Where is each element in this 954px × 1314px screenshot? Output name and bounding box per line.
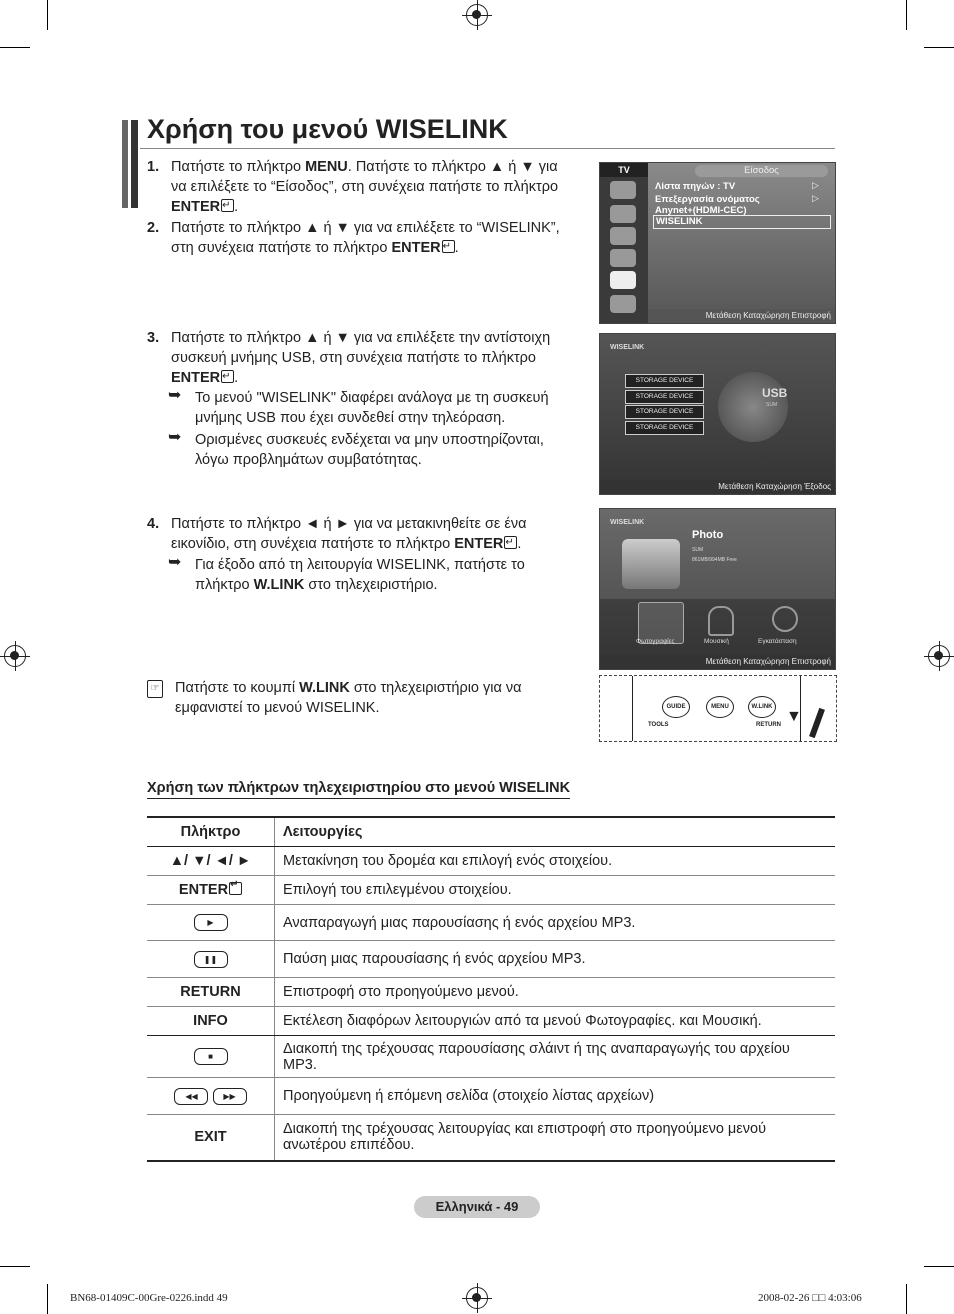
menu-header: Είσοδος — [695, 165, 828, 177]
section-heading: Χρήση των πλήκτρων τηλεχειριστηρίου στο μενού WISELINK — [147, 780, 570, 799]
application-icon — [610, 295, 636, 313]
storage-footer: Μετάθεση Καταχώρηση Έξοδος — [600, 480, 835, 494]
wlink-button[interactable]: W.LINK — [748, 696, 776, 718]
note-1: ➥ Το μενού "WISELINK" διαφέρει ανάλογα με τη συσκευή μνήμης USB που έχει συνδεθεί στην τηλεόραση. — [168, 387, 549, 426]
menu-item-edit-name[interactable]: Επεξεργασία ονόματος — [655, 194, 760, 205]
usb-sub-label: SUM — [766, 402, 778, 408]
pointer-stick — [809, 708, 825, 738]
usb-label: USB — [762, 386, 788, 400]
registration-mark-icon — [466, 4, 488, 26]
wiselink-logo: WISELINK — [610, 519, 645, 526]
setup-icon — [610, 249, 636, 267]
menu-item-source-list[interactable]: Λίστα πηγών : TV — [655, 181, 736, 192]
enter-icon — [442, 240, 455, 253]
step-2: 2. Πατήστε το πλήκτρο ▲ ή ▼ για να επιλέξετε το “WISELINK”, στη συνέχεια πατήστε το πλήκτρο ENTER↵ . — [147, 218, 572, 258]
table-row: INFO Εκτέλεση διαφόρων λειτουργιών από τα μενού Φωτογραφίες. και Μουσική. — [147, 1007, 835, 1036]
table-row: ■ Διακοπή της τρέχουσας παρουσίασης σλάιντ ή της αναπαραγωγής του αρχείου MP3. — [147, 1036, 835, 1078]
crop-mark — [906, 0, 907, 30]
table-row: ENTER↵ Επιλογή του επιλεγμένου στοιχείου. — [147, 876, 835, 905]
table-row: ◀◀ ▶▶ Προηγούμενη ή επόμενη σελίδα (στοιχείο λίστας αρχείων) — [147, 1078, 835, 1115]
free-space: 861MB/994MB Free — [692, 557, 737, 563]
remote-keys-table — [147, 816, 835, 1162]
registration-mark-icon — [466, 1287, 488, 1309]
table-row: ▶ Αναπαραγωγή μιας παρουσίασης ή ενός αρχείου MP3. — [147, 905, 835, 941]
crop-mark — [47, 1284, 48, 1314]
tv-screen-storage — [599, 333, 836, 495]
music-label: Μουσική — [704, 638, 729, 645]
title-accent-bar — [131, 120, 138, 208]
menu-tab-tv: TV — [600, 163, 648, 177]
setup-label: Εγκατάσταση — [758, 638, 797, 645]
usb-drive-icon — [718, 372, 788, 442]
registration-mark-icon — [928, 645, 950, 667]
table-row: EXIT Διακοπή της τρέχουσας λειτουργίας και επιστροφή στο προηγούμενο μενού ανωτέρου επιπέδου. — [147, 1115, 835, 1161]
setup-icon[interactable] — [772, 606, 798, 632]
menu-item-wiselink[interactable]: WISELINK — [653, 215, 831, 229]
step-4: 4. Πατήστε το πλήκτρο ◄ ή ► για να μετακινηθείτε σε ένα εικονίδιο, στη συνέχεια πατήστε το πλήκτρο ENTER↵ . — [147, 514, 572, 554]
pointer-arrow-icon: ▼ — [786, 708, 802, 725]
rewind-button-icon: ◀◀ — [174, 1088, 208, 1105]
enter-icon — [221, 199, 234, 212]
channel-icon — [610, 227, 636, 245]
submenu-arrow-icon: ▷ — [812, 180, 819, 190]
page-number-badge: Ελληνικά - 49 — [414, 1196, 540, 1218]
table-header-key: Πλήκτρο — [147, 817, 275, 847]
table-row: ▲/ ▼/ ◄/ ► Μετακίνηση του δρομέα και επιλογή ενός στοιχείου. — [147, 847, 835, 876]
pause-button-icon: ❚❚ — [194, 951, 228, 968]
enter-icon — [221, 370, 234, 383]
note-arrow-icon: ➥ — [168, 387, 182, 404]
remote-hint-icon: ☞ — [147, 680, 163, 698]
crop-mark — [47, 0, 48, 30]
step-1: 1. Πατήστε το πλήκτρο MENU. Πατήστε το πλήκτρο ▲ ή ▼ για να επιλέξετε το “Είσοδος”, στη συνέχεια πατήστε το πλήκτρο ENTER↵ . — [147, 157, 572, 217]
menu-button[interactable]: MENU — [706, 696, 734, 718]
sound-icon — [610, 205, 636, 223]
enter-icon — [504, 536, 517, 549]
storage-device-item[interactable]: STORAGE DEVICE — [625, 390, 704, 404]
tv-screen-input-menu — [599, 162, 836, 324]
note-2: ➥ Ορισμένες συσκευές ενδέχεται να μην υποστηρίζονται, λόγω προβλημάτων συμβατότητας. — [168, 429, 544, 468]
table-header-function: Λειτουργίες — [275, 817, 836, 847]
enter-icon — [229, 882, 242, 895]
device-name: SUM — [692, 547, 704, 553]
step-3: 3. Πατήστε το πλήκτρο ▲ ή ▼ για να επιλέξετε την αντίστοιχη συσκευή μνήμης USB, στη συνέχεια πατήστε το πλήκτρο ENTER↵ . — [147, 328, 572, 388]
storage-device-item[interactable]: STORAGE DEVICE — [625, 374, 704, 388]
wiselink-logo: WISELINK — [610, 344, 645, 351]
picture-icon — [610, 181, 636, 199]
page-title: Χρήση του μενού WISELINK — [147, 114, 508, 144]
wiselink-footer: Μετάθεση Καταχώρηση Επιστροφή — [600, 655, 835, 669]
remote-illustration — [599, 675, 837, 742]
note-3: ➥ Για έξοδο από τη λειτουργία WISELINK, πατήστε το πλήκτρο W.LINK στο τηλεχειριστήριο. — [168, 554, 525, 593]
crop-mark — [924, 1266, 954, 1267]
note-arrow-icon: ➥ — [168, 429, 182, 446]
registration-mark-icon — [4, 645, 26, 667]
title-rule — [140, 148, 835, 149]
title-accent-bar — [122, 120, 128, 208]
crop-mark — [924, 47, 954, 48]
guide-button[interactable]: GUIDE — [662, 696, 690, 718]
stop-button-icon: ■ — [194, 1048, 228, 1065]
menu-item-anynet[interactable]: Anynet+(HDMI-CEC) — [655, 205, 747, 216]
camera-icon — [622, 539, 680, 589]
input-icon — [610, 271, 636, 289]
table-row: RETURN Επιστροφή στο προηγούμενο μενού. — [147, 978, 835, 1007]
print-slug-left: BN68-01409C-00Gre-0226.indd 49 — [70, 1292, 228, 1304]
crop-mark — [0, 47, 30, 48]
hint-text: Πατήστε το κουμπί W.LINK στο τηλεχειριστήριο για να εμφανιστεί το μενού WISELINK. — [175, 680, 522, 716]
photos-label: Φωτογραφίες — [636, 638, 675, 645]
print-slug-right: 2008-02-26 □□ 4:03:06 — [758, 1292, 862, 1304]
storage-device-item[interactable]: STORAGE DEVICE — [625, 405, 704, 419]
menu-footer: Μετάθεση Καταχώρηση Επιστροφή — [648, 309, 835, 323]
tv-screen-wiselink-main — [599, 508, 836, 670]
crop-mark — [906, 1284, 907, 1314]
table-row: ❚❚ Παύση μιας παρουσίασης ή ενός αρχείου MP3. — [147, 941, 835, 978]
crop-mark — [0, 1266, 30, 1267]
tools-label: TOOLS — [648, 722, 669, 728]
music-icon[interactable] — [708, 606, 734, 636]
submenu-arrow-icon: ▷ — [812, 193, 819, 203]
return-label: RETURN — [756, 722, 781, 728]
play-button-icon: ▶ — [194, 914, 228, 931]
note-arrow-icon: ➥ — [168, 554, 182, 571]
storage-device-item[interactable]: STORAGE DEVICE — [625, 421, 704, 435]
fast-forward-button-icon: ▶▶ — [213, 1088, 247, 1105]
photo-label: Photo — [692, 529, 724, 541]
